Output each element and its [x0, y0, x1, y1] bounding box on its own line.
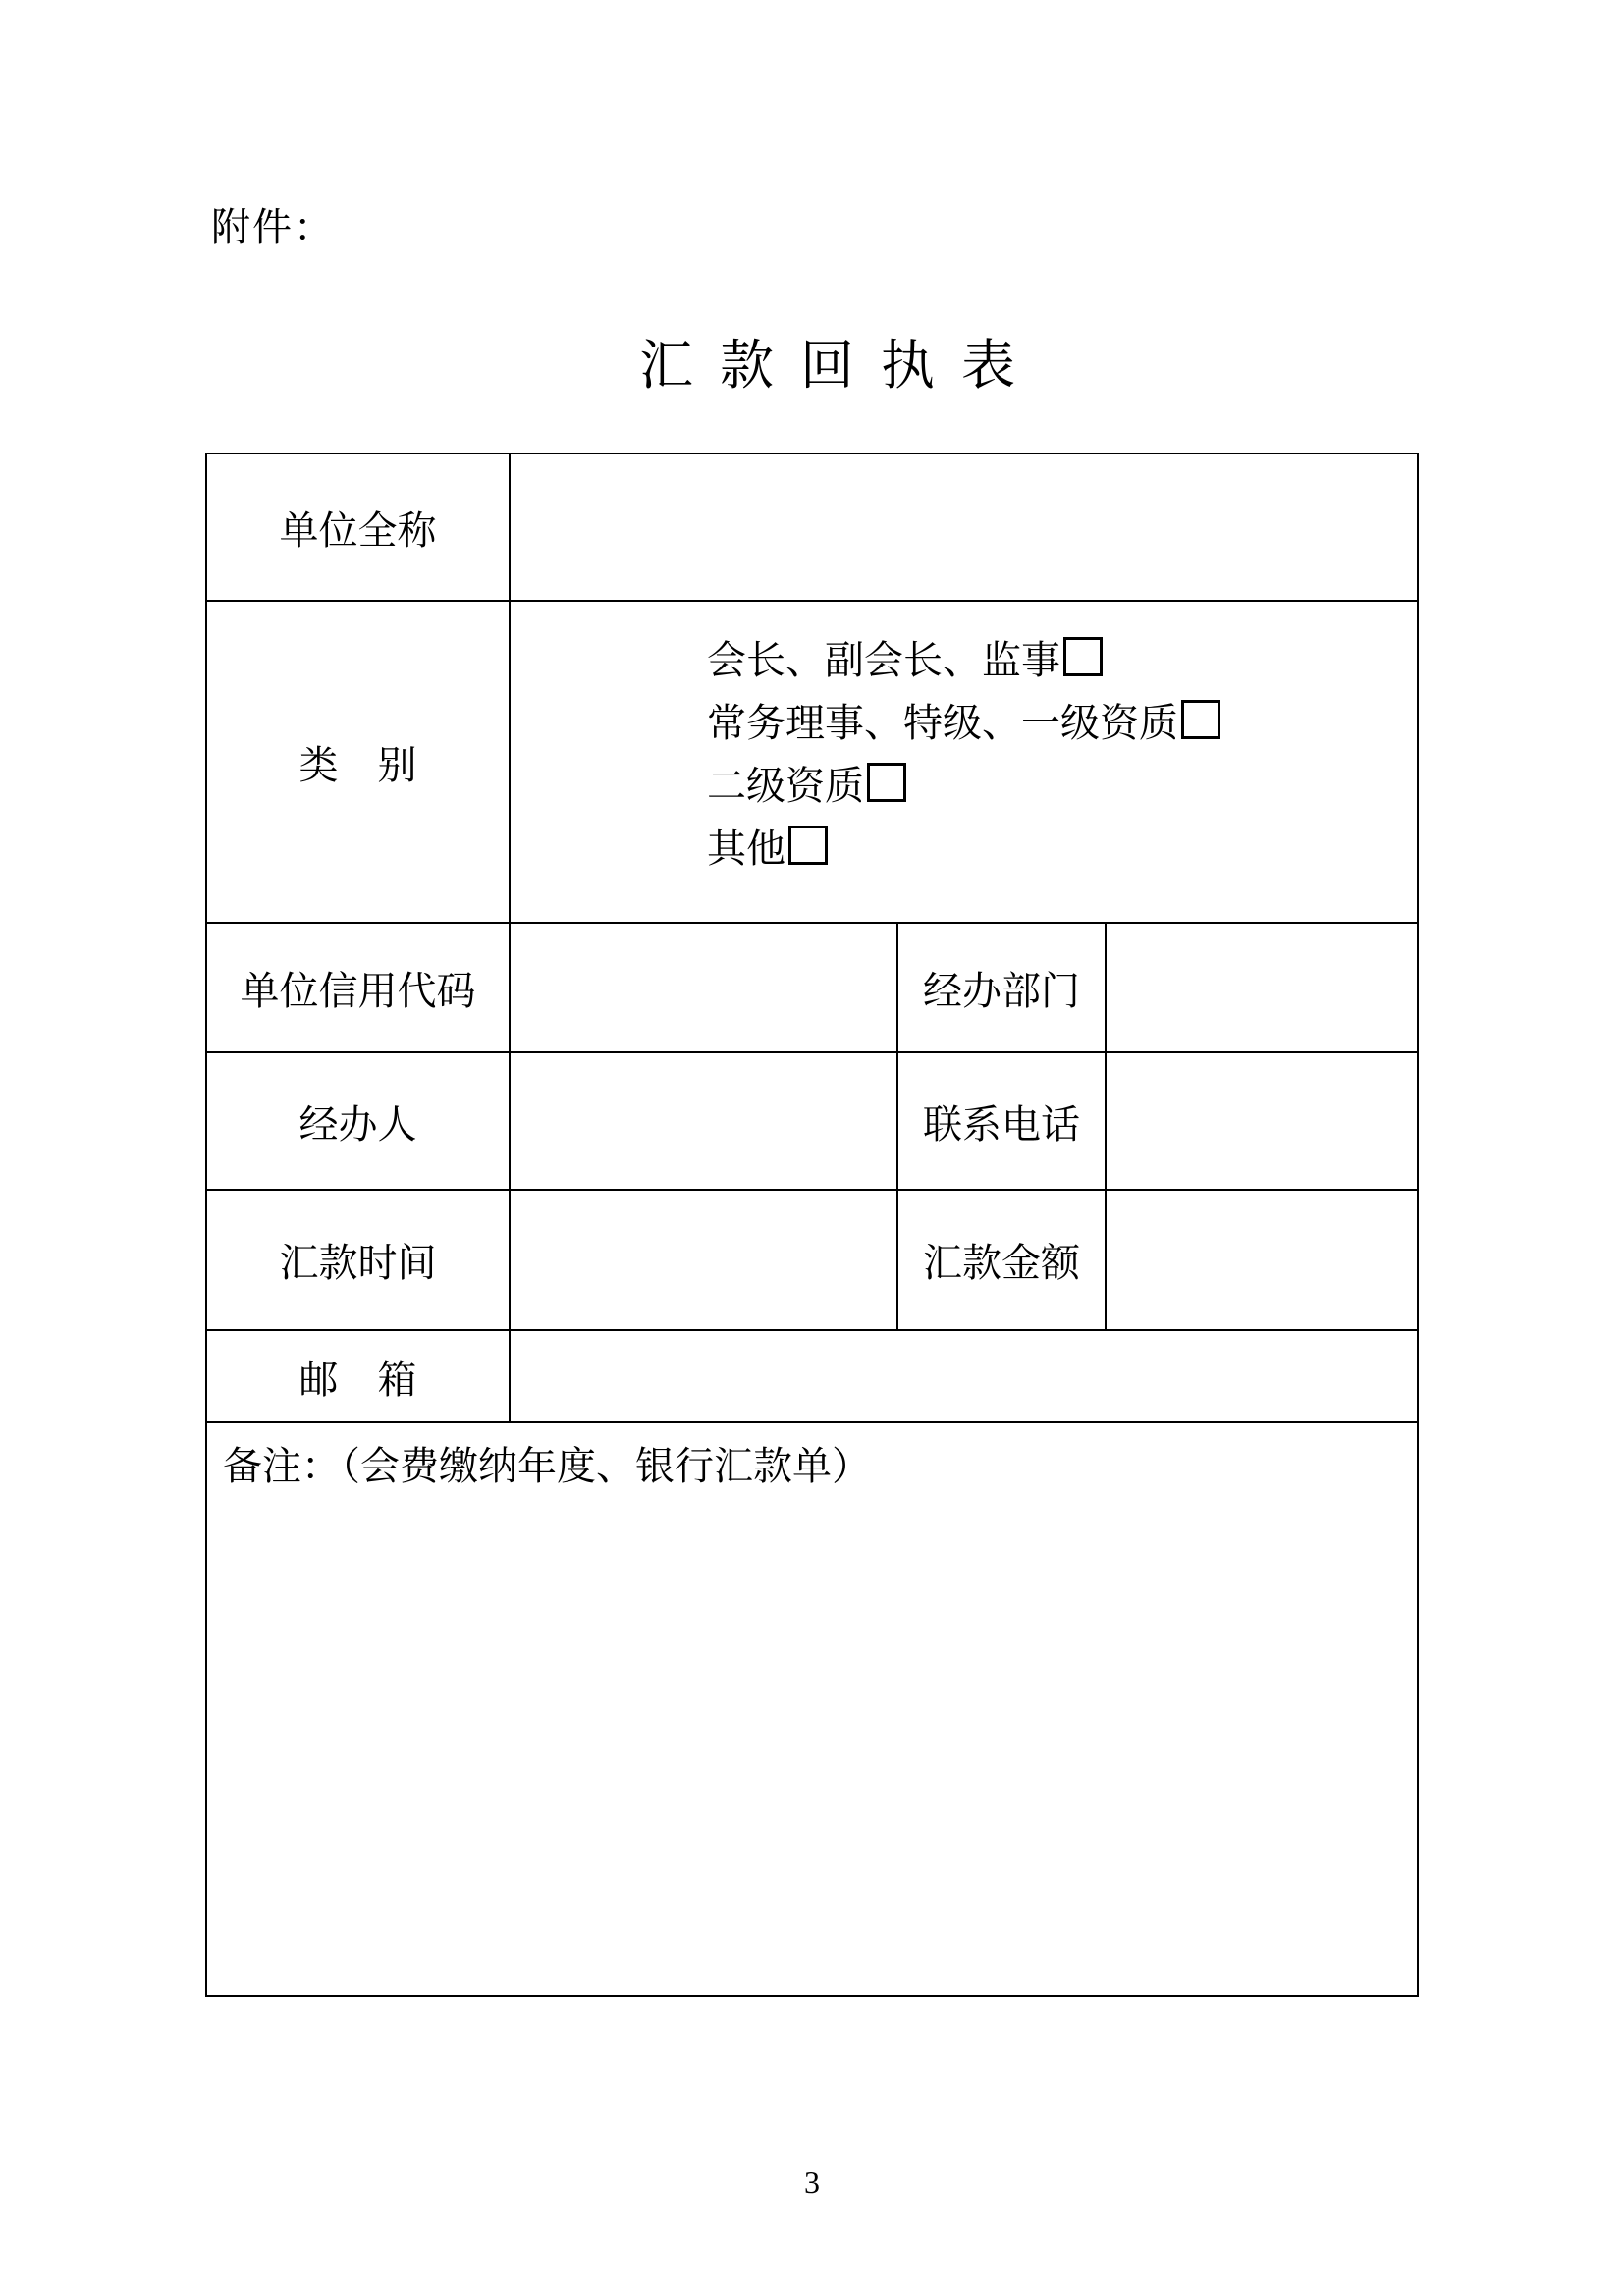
remarks-label: 备注：（会费缴纳年度、银行汇款单）	[223, 1444, 871, 1488]
attachment-label: 附件：	[211, 205, 335, 249]
category-option-label: 其他	[707, 827, 785, 871]
handling-dept-label: 经办部门	[898, 924, 1107, 1053]
phone-input-cell[interactable]	[1107, 1053, 1417, 1191]
remit-time-label: 汇款时间	[207, 1191, 511, 1331]
remit-amount-label: 汇款金额	[898, 1191, 1107, 1331]
handler-label: 经办人	[207, 1053, 511, 1191]
checkbox-icon[interactable]	[867, 763, 906, 802]
handling-dept-input-cell[interactable]	[1107, 924, 1417, 1053]
category-option-label: 会长、副会长、监事	[707, 638, 1060, 682]
category-option-label: 常务理事、特级、一级资质	[707, 701, 1178, 745]
credit-code-label: 单位信用代码	[207, 924, 511, 1053]
checkbox-icon[interactable]	[1181, 700, 1220, 739]
page-number: 3	[804, 2164, 820, 2200]
handler-input-cell[interactable]	[511, 1053, 898, 1191]
category-option	[707, 755, 1417, 818]
category-option	[707, 818, 1417, 881]
unit-name-label: 单位全称	[207, 454, 511, 602]
remittance-receipt-table	[205, 453, 1419, 1997]
category-option	[707, 692, 1417, 755]
email-label: 邮 箱	[207, 1331, 511, 1423]
remit-time-input-cell[interactable]	[511, 1191, 898, 1331]
unit-name-input-cell[interactable]	[511, 454, 1417, 602]
email-input-cell[interactable]	[511, 1331, 1417, 1423]
checkbox-icon[interactable]	[1063, 637, 1103, 676]
category-option-label: 二级资质	[707, 764, 864, 808]
remarks-cell[interactable]	[207, 1423, 1417, 1995]
checkbox-icon[interactable]	[788, 826, 828, 865]
category-option	[707, 629, 1417, 692]
phone-label: 联系电话	[898, 1053, 1107, 1191]
page-title: 汇款回执表	[638, 336, 1042, 396]
category-label: 类 别	[207, 602, 511, 924]
category-options	[511, 602, 1417, 924]
credit-code-input-cell[interactable]	[511, 924, 898, 1053]
remit-amount-input-cell[interactable]	[1107, 1191, 1417, 1331]
